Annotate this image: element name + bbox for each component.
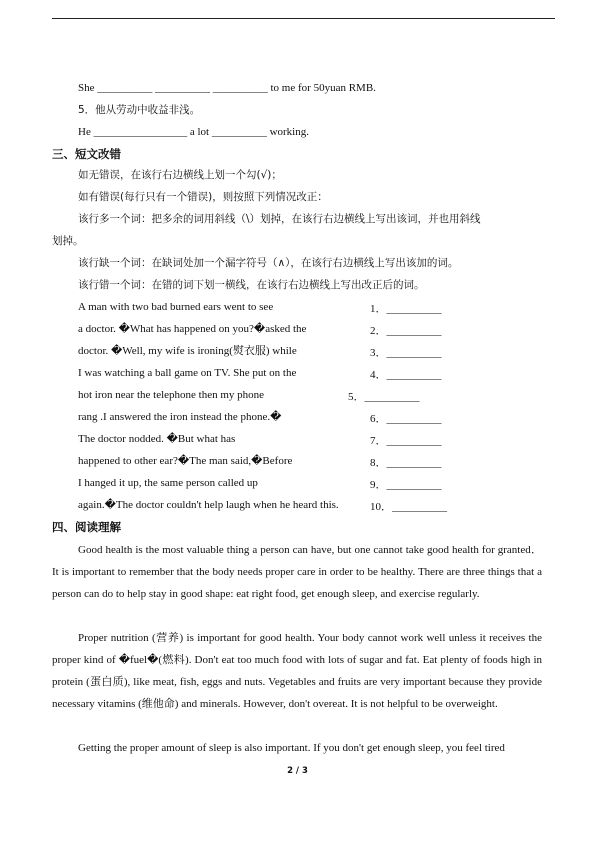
passage-line: a doctor. �What has happened on you?�asked the xyxy=(78,323,307,335)
passage-line: doctor. �Well, my wife is ironing(熨衣服) while xyxy=(78,345,297,357)
reading-paragraph-3: Getting the proper amount of sleep is also important. If you don't get enough sleep, you feel tired xyxy=(78,742,505,754)
answer-blank[interactable]: 4．__________ xyxy=(370,369,442,381)
top-rule xyxy=(52,18,555,19)
answer-blank[interactable]: 7．__________ xyxy=(370,435,442,447)
translation-line-5: He _________________ a lot __________ working. xyxy=(78,126,309,138)
section3-rule-1: 如无错误，在该行右边横线上划一个勾(√)； xyxy=(78,169,282,181)
answer-blank[interactable]: 6．__________ xyxy=(370,413,442,425)
passage-line: I was watching a ball game on TV. She put on the xyxy=(78,367,297,379)
answer-blank[interactable]: 10．__________ xyxy=(370,501,447,513)
passage-line: happened to other ear?�The man said,�Before xyxy=(78,455,293,467)
section4-heading: 四、阅读理解 xyxy=(52,520,121,534)
reading-paragraph-2: Proper nutrition (营养) is important for good health. Your body cannot work well unless it receives the proper kind of �fuel�(燃料). Don't eat too much food with lots of sugar and fat. Eat plenty of foods high in protein (蛋白质), like meat, fish, eggs and nuts. Vegetables and fruits are very important because they provide necessary vitamins (维他命) and minerals. However, don't overeat. It is not helpful to be overweight. xyxy=(52,632,542,710)
section3-rule-3a: 该行多一个词：把多余的词用斜线（\）划掉，在该行右边横线上写出该词，并也用斜线 xyxy=(78,213,481,225)
answer-blank[interactable]: 2．__________ xyxy=(370,325,442,337)
passage-line: hot iron near the telephone then my phone xyxy=(78,389,265,401)
translation-line-4: She __________ __________ __________ to me for 50yuan RMB. xyxy=(78,82,376,94)
passage-line: A man with two bad burned ears went to see xyxy=(78,301,274,313)
translation-q5-chinese: 5．他从劳动中收益非浅。 xyxy=(78,104,201,116)
section3-rule-2: 如有错误(每行只有一个错误)，则按照下列情况改正： xyxy=(78,191,328,203)
passage-line: I hanged it up, the same person called up xyxy=(78,477,258,489)
section3-rule-3b: 划掉。 xyxy=(52,235,84,247)
section3-rule-5: 该行错一个词：在错的词下划一横线，在该行右边横线上写出改正后的词。 xyxy=(78,279,425,291)
answer-blank[interactable]: 5．__________ xyxy=(348,391,420,403)
answer-blank[interactable]: 8．__________ xyxy=(370,457,442,469)
passage-line: The doctor nodded. �But what has xyxy=(78,433,236,445)
section3-rule-4: 该行缺一个词：在缺词处加一个漏字符号（∧），在该行右边横线上写出该加的词。 xyxy=(78,257,459,269)
section3-heading: 三、短文改错 xyxy=(52,147,121,161)
reading-paragraph-1: Good health is the most valuable thing a person can have, but one cannot take good health for granted．It is important to remember that the body needs proper care in order to be healthy. There are three things that a person can do to help stay in good shape: eat right food, get enough sleep, and exercise regularly. xyxy=(52,544,542,600)
passage-line: rang .I answered the iron instead the phone.� xyxy=(78,411,282,423)
answer-blank[interactable]: 1．__________ xyxy=(370,303,442,315)
answer-blank[interactable]: 3．__________ xyxy=(370,347,442,359)
answer-blank[interactable]: 9．__________ xyxy=(370,479,442,491)
passage-line: again.�The doctor couldn't help laugh when he heard this. xyxy=(78,499,339,511)
page-number: 2 / 3 xyxy=(287,766,308,776)
